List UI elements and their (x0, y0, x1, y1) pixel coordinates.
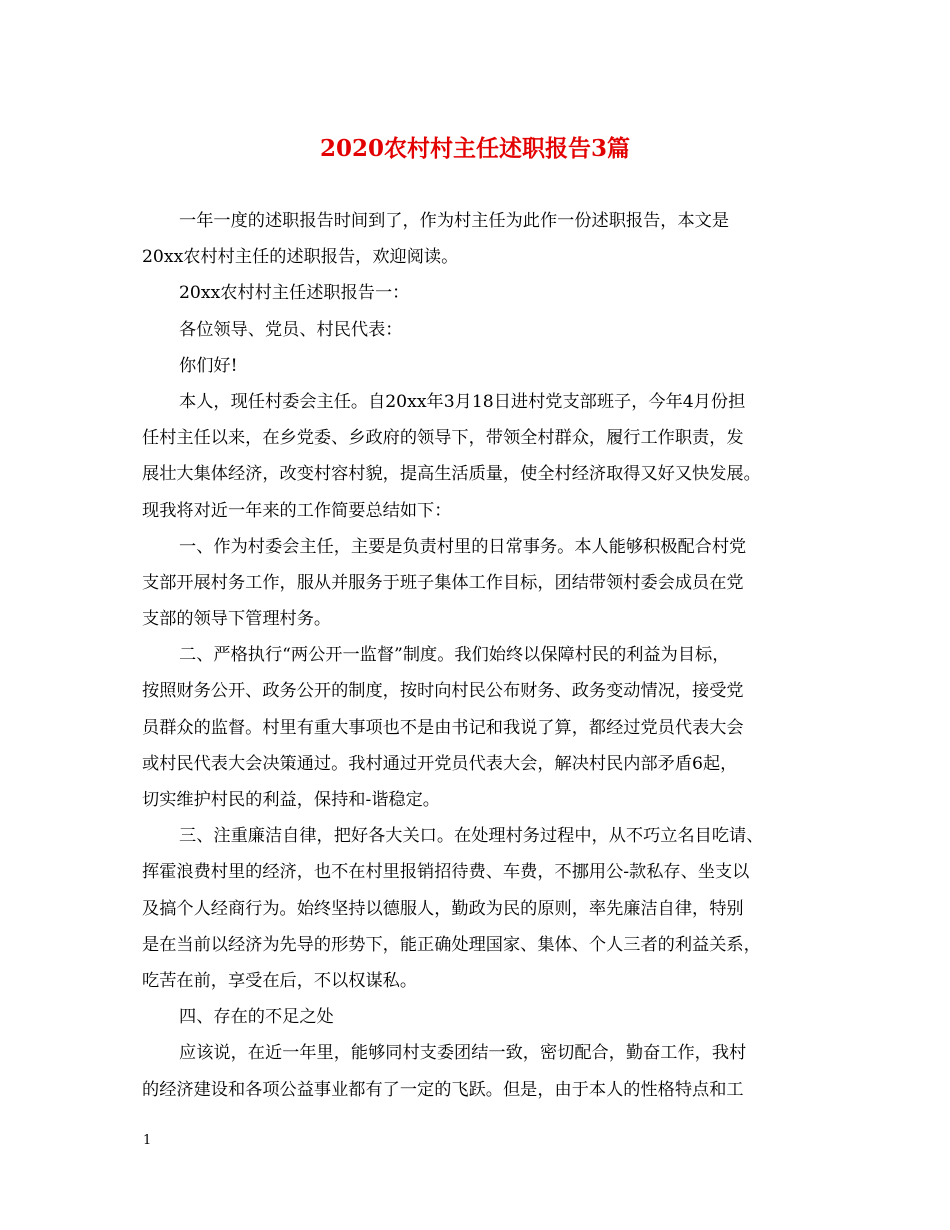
paragraph-line: 20xx农村村主任述职报告一： (179, 283, 410, 304)
document-body (142, 208, 810, 1113)
paragraph-line: 支部开展村务工作，服从并服务于班子集体工作目标，团结带领村委会成员在党 (142, 572, 744, 593)
paragraph-line: 一、作为村委会主任，主要是负责村里的日常事务。本人能够积极配合村党 (179, 536, 747, 557)
paragraph-line: 是在当前以经济为先导的形势下，能正确处理国家、集体、个人三者的利益关系， (142, 934, 761, 955)
paragraph-line: 你们好! (179, 355, 238, 376)
paragraph-line: 一年一度的述职报告时间到了，作为村主任为此作一份述职报告，本文是 (179, 211, 730, 231)
paragraph-line: 或村民代表大会决策通过。我村通过开党员代表大会，解决村民内部矛盾6起， (142, 753, 738, 774)
paragraph-line: 20xx农村村主任的述职报告，欢迎阅读。 (142, 247, 459, 268)
document-title: 2020农村村主任述职报告3篇 (319, 135, 631, 162)
paragraph-line: 本人，现任村委会主任。自20xx年3月18日进村党支部班子，今年4月份担 (179, 391, 746, 412)
page-number: 1 (143, 1133, 152, 1148)
paragraph-line: 吃苦在前，享受在后，不以权谋私。 (142, 970, 418, 991)
paragraph-line: 及搞个人经商行为。始终坚持以德服人，勤政为民的原则，率先廉洁自律，特别 (142, 898, 744, 919)
paragraph-line: 的经济建设和各项公益事业都有了一定的飞跃。但是，由于本人的性格特点和工 (142, 1079, 744, 1100)
paragraph-line: 各位领导、党员、村民代表： (179, 319, 403, 340)
paragraph-line: 支部的领导下管理村务。 (142, 609, 332, 630)
paragraph-line: 现我将对近一年来的工作简要总结如下： (142, 500, 452, 521)
paragraph-line: 切实维护村民的利益，保持和-谐稳定。 (142, 790, 440, 810)
paragraph-line: 按照财务公开、政务公开的制度，按时向村民公布财务、政务变动情况，接受党 (142, 681, 744, 702)
paragraph-line: 四、存在的不足之处 (179, 1007, 334, 1028)
paragraph-line: 任村主任以来，在乡党委、乡政府的领导下，带领全村群众，履行工作职责，发 (142, 428, 744, 449)
paragraph-line: 展壮大集体经济，改变村容村貌，提高生活质量，使全村经济取得又好又快发展。 (142, 464, 761, 485)
paragraph-line: 挥霍浪费村里的经济，也不在村里报销招待费、车费，不挪用公-款私存、坐支以 (142, 862, 750, 883)
paragraph-line: 三、注重廉洁自律，把好各大关口。在处理村务过程中，从不巧立名目吃请、 (179, 826, 764, 847)
paragraph-line: 员群众的监督。村里有重大事项也不是由书记和我说了算，都经过党员代表大会 (142, 717, 744, 738)
paragraph-line: 应该说，在近一年里，能够同村支委团结一致，密切配合，勤奋工作，我村 (179, 1043, 747, 1064)
paragraph-line: 二、严格执行“两公开一监督”制度。我们始终以保障村民的利益为目标， (179, 645, 730, 666)
